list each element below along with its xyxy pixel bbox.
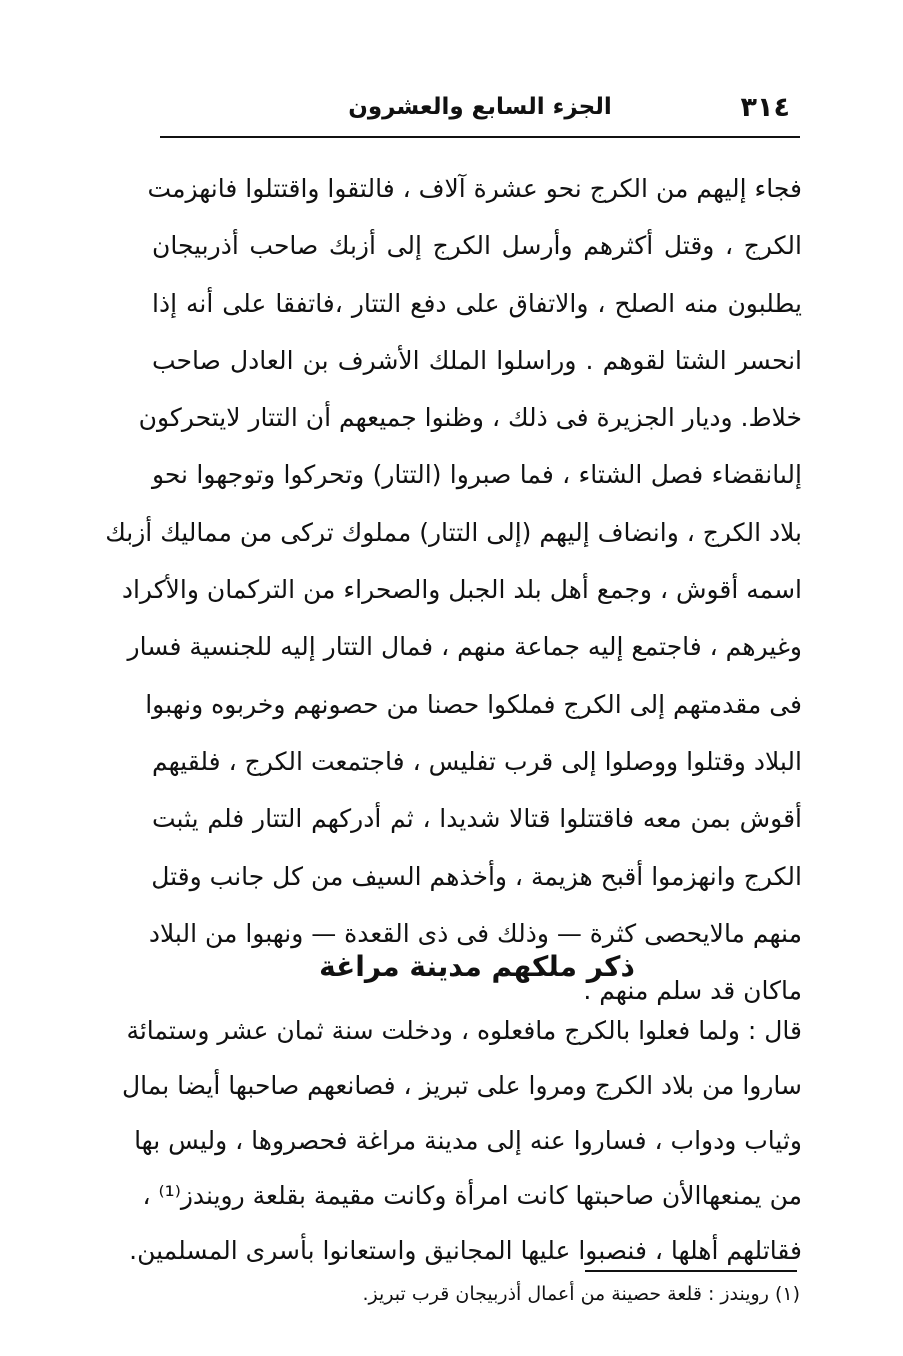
text-line: من يمنعهاالأن صاحبتها كانت امرأة وكانت مقيمة بقلعة رويندز⁽¹⁾ ، [142, 1181, 802, 1210]
main-paragraph [105, 160, 802, 1019]
text-line: وثياب ودواب ، فساروا عنه إلى مدينة مراغة فحصروها ، وليس بها [134, 1126, 802, 1155]
footnote-rule [585, 1270, 797, 1272]
text-line: يطلبون منه الصلح ، والاتفاق على دفع التتار ،فاتفقا على أنه إذا [152, 288, 802, 318]
text-line: إلىانقضاء فصل الشتاء ، فما صبروا (التتار) وتحركوا وتوجهوا نحو [152, 460, 802, 490]
text-line: فقاتلهم أهلها ، فنصبوا عليها المجانيق واستعانوا بأسرى المسلمين. [129, 1236, 802, 1265]
text-line: منهم مالايحصى كثرة — وذلك فى ذى القعدة — ونهبوا من البلاد [148, 918, 802, 948]
text-line: وغيرهم ، فاجتمع إليه جماعة منهم ، فمال التتار إليه للجنسية فسار [127, 632, 802, 662]
text-line: بلاد الكرج ، وانضاف إليهم (إلى التتار) مملوك تركى من مماليك أزبك [105, 517, 802, 547]
text-line: أقوش بمن معه فاقتتلوا قتالا شديدا ، ثم أدركهم التتار فلم يثبت [152, 804, 802, 834]
footnote: (١) رويندز : قلعة حصينة من أعمال أذربيجان قرب تبريز. [362, 1283, 800, 1305]
header-rule [160, 136, 800, 138]
text-line: خلاط. وديار الجزيرة فى ذلك ، وظنوا جميعهم أن التتار لايتحركون [138, 403, 802, 433]
section-heading: ذكر ملكهم مدينة مراغة [319, 950, 635, 983]
running-head [160, 92, 800, 132]
text-line: انحسر الشتا لقوهم . وراسلوا الملك الأشرف بن العادل صاحب [152, 345, 802, 375]
text-line: اسمه أقوش ، وجمع أهل بلد الجبل والصحراء من التركمان والأكراد [121, 575, 802, 605]
text-line: ساروا من بلاد الكرج ومروا على تبريز ، فصانعهم صاحبها أيضا بمال [121, 1071, 802, 1100]
text-line: البلاد وقتلوا ووصلوا إلى قرب تفليس ، فاجتمعت الكرج ، فلقيهم [152, 746, 802, 776]
text-line: الكرج وانهزموا أقبح هزيمة ، وأخذهم السيف من كل جانب وقتل [151, 861, 802, 891]
section-paragraph [121, 1003, 802, 1278]
text-line: الكرج ، وقتل أكثرهم وأرسل الكرج إلى أزبك صاحب أذربيجان [152, 231, 802, 261]
text-line: فى مقدمتهم إلى الكرج فملكوا حصنا من حصونهم وخربوه ونهبوا [145, 689, 802, 719]
page-number: ٣١٤ [740, 92, 790, 123]
running-title: الجزء السابع والعشرون [348, 94, 612, 120]
text-line: قال : ولما فعلوا بالكرج مافعلوه ، ودخلت سنة ثمان عشر وستمائة [126, 1016, 802, 1045]
text-line: ماكان قد سلم منهم . [583, 976, 802, 1006]
text-line: فجاء إليهم من الكرج نحو عشرة آلاف ، فالتقوا واقتتلوا فانهزمت [147, 174, 802, 203]
